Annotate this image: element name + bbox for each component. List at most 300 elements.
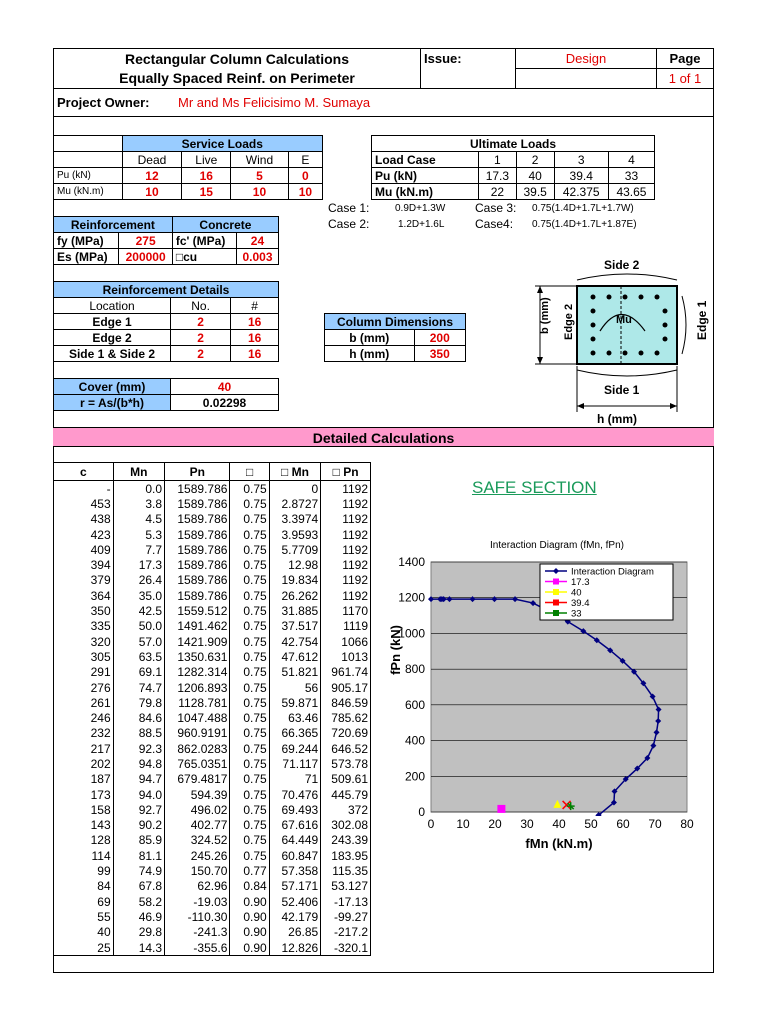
fc-label: fc' (MPa) [172, 233, 236, 249]
table-cell: 232 [54, 726, 114, 741]
table-cell: 67.616 [269, 818, 320, 833]
table-cell: 905.17 [321, 680, 371, 695]
title-line-1: Rectangular Column Calculations [124, 50, 350, 67]
table-cell: 0.75 [230, 527, 269, 542]
table-cell: -99.27 [321, 909, 371, 924]
table-cell: 0.75 [230, 848, 269, 863]
table-cell: 0.75 [230, 634, 269, 649]
table-cell: 402.77 [165, 818, 230, 833]
table-cell: 3.9593 [269, 527, 320, 542]
table-cell: 679.4817 [165, 772, 230, 787]
table-row [54, 496, 371, 511]
table-cell: 17.3 [113, 557, 164, 572]
reinforcement-details-table [53, 281, 279, 362]
table-cell: 53.127 [321, 879, 371, 894]
column-dimensions-table [324, 313, 466, 362]
bar-edge2[interactable]: 16 [231, 330, 279, 346]
table-cell: 1128.781 [165, 695, 230, 710]
table-cell: 85.9 [113, 833, 164, 848]
edge1-label: Edge 1 [695, 300, 709, 340]
pu-e[interactable]: 0 [288, 168, 322, 184]
table-cell: 74.7 [113, 680, 164, 695]
y-tick-label: 200 [404, 769, 425, 784]
legend-label: 33 [571, 608, 582, 620]
ecu-label: □cu [172, 249, 236, 265]
table-cell: 1192 [321, 542, 371, 557]
table-cell: 1192 [321, 496, 371, 511]
table-cell: 94.7 [113, 772, 164, 787]
table-row [54, 802, 371, 817]
table-cell: 846.59 [321, 695, 371, 710]
loc-edge1: Edge 1 [54, 314, 171, 330]
table-cell: 5.7709 [269, 542, 320, 557]
page-value: 1 of 1 [657, 69, 714, 89]
table-cell: 12.826 [269, 940, 320, 956]
loc-edge2: Edge 2 [54, 330, 171, 346]
safe-section-label: SAFE SECTION [472, 478, 597, 497]
table-cell: 50.0 [113, 619, 164, 634]
table-cell: 1282.314 [165, 665, 230, 680]
mu-e[interactable]: 10 [288, 184, 322, 200]
table-row [54, 818, 371, 833]
col-location: Location [54, 298, 171, 314]
calc-col-phimn: □ Mn [269, 463, 320, 481]
b-label: b (mm) [325, 330, 415, 346]
table-cell: 364 [54, 588, 114, 603]
table-cell: 305 [54, 649, 114, 664]
no-edge1[interactable]: 2 [171, 314, 231, 330]
ult-pu-label: Pu (kN) [372, 168, 479, 184]
table-cell: 335 [54, 619, 114, 634]
concrete-title: Concrete [172, 217, 278, 233]
table-cell: 0.75 [230, 512, 269, 527]
table-cell: 52.406 [269, 894, 320, 909]
table-cell: 70.476 [269, 787, 320, 802]
table-cell: 94.0 [113, 787, 164, 802]
table-cell: 765.0351 [165, 756, 230, 771]
table-cell: 0.75 [230, 557, 269, 572]
table-cell: 26.262 [269, 588, 320, 603]
table-cell: 46.9 [113, 909, 164, 924]
table-cell: 0.75 [230, 756, 269, 771]
table-cell: 0.75 [230, 481, 269, 497]
case-1: 1 [479, 152, 517, 168]
y-tick-label: 600 [404, 697, 425, 712]
table-row [54, 619, 371, 634]
table-row [54, 726, 371, 741]
case-4: 4 [608, 152, 654, 168]
x-tick-label: 30 [520, 817, 534, 831]
table-cell: 60.847 [269, 848, 320, 863]
rho-label: r = As/(b*h) [54, 395, 171, 411]
table-cell: 1047.488 [165, 710, 230, 725]
h-value[interactable]: 350 [414, 346, 466, 362]
table-cell: 0.75 [230, 649, 269, 664]
table-row [54, 909, 371, 924]
x-tick-label: 80 [680, 817, 694, 831]
table-cell: 1192 [321, 573, 371, 588]
interaction-curve-point [514, 848, 520, 854]
col-wind: Wind [231, 152, 289, 168]
table-cell: 7.7 [113, 542, 164, 557]
table-cell: 143 [54, 818, 114, 833]
side1-label: Side 1 [604, 383, 640, 397]
table-cell: 324.52 [165, 833, 230, 848]
table-cell: 25 [54, 940, 114, 956]
table-cell: 57.358 [269, 863, 320, 878]
sheet-title [54, 49, 421, 89]
x-tick-label: 40 [552, 817, 566, 831]
owner-label: Project Owner: [57, 95, 150, 110]
table-row [54, 680, 371, 695]
table-cell: 56 [269, 680, 320, 695]
table-cell: 0.75 [230, 542, 269, 557]
interaction-diagram-chart [382, 530, 708, 860]
table-cell: 1589.786 [165, 496, 230, 511]
table-cell: 128 [54, 833, 114, 848]
load-case-point [497, 805, 505, 813]
table-cell: 646.52 [321, 741, 371, 756]
table-cell: 29.8 [113, 925, 164, 940]
table-cell: 1066 [321, 634, 371, 649]
table-cell: 0.77 [230, 863, 269, 878]
calc-col-c: c [54, 463, 114, 481]
mu-dead[interactable]: 10 [122, 184, 182, 200]
legend-marker [553, 600, 559, 606]
table-cell: 12.98 [269, 557, 320, 572]
case-4-label: Case4: [475, 217, 514, 231]
table-cell: 0.75 [230, 496, 269, 511]
table-cell: 0.75 [230, 573, 269, 588]
table-cell: 26.4 [113, 573, 164, 588]
side2-label: Side 2 [604, 258, 640, 272]
table-cell: 0.0 [113, 481, 164, 497]
table-cell: 81.1 [113, 848, 164, 863]
table-row [54, 557, 371, 572]
bar-sides[interactable]: 16 [231, 346, 279, 362]
table-row [54, 833, 371, 848]
table-cell: 1589.786 [165, 542, 230, 557]
ult-mu-2: 39.5 [516, 184, 554, 200]
case-3: 3 [554, 152, 608, 168]
table-cell: 445.79 [321, 787, 371, 802]
table-cell: 0.75 [230, 818, 269, 833]
cover-label: Cover (mm) [54, 379, 171, 395]
legend-label: 39.4 [571, 598, 590, 609]
table-cell: 63.46 [269, 710, 320, 725]
ecu-value[interactable]: 0.003 [236, 249, 278, 265]
table-cell: 19.834 [269, 573, 320, 588]
x-tick-label: 20 [488, 817, 502, 831]
es-value[interactable]: 200000 [119, 249, 172, 265]
loc-sides: Side 1 & Side 2 [54, 346, 171, 362]
legend-marker [553, 610, 559, 616]
col-dead: Dead [122, 152, 182, 168]
table-cell: 243.39 [321, 833, 371, 848]
calc-col-pn: Pn [165, 463, 230, 481]
table-cell: 92.3 [113, 741, 164, 756]
ult-pu-2: 40 [516, 168, 554, 184]
edge2-label: Edge 2 [563, 303, 575, 340]
table-cell: 59.871 [269, 695, 320, 710]
h-dim-label: h (mm) [597, 412, 637, 426]
bar-edge1[interactable]: 16 [231, 314, 279, 330]
table-cell: 26.85 [269, 925, 320, 940]
table-row [54, 573, 371, 588]
reinforcement-title: Reinforcement [54, 217, 173, 233]
pu-wind[interactable]: 5 [231, 168, 289, 184]
table-cell: 64.449 [269, 833, 320, 848]
table-cell: -217.2 [321, 925, 371, 940]
table-cell: 1192 [321, 527, 371, 542]
table-cell: -355.6 [165, 940, 230, 956]
table-cell: 0.90 [230, 894, 269, 909]
table-cell: 14.3 [113, 940, 164, 956]
h-label: h (mm) [325, 346, 415, 362]
table-cell: 35.0 [113, 588, 164, 603]
page-label: Page [657, 49, 714, 69]
table-cell: 0.90 [230, 925, 269, 940]
case-4-formula: 0.75(1.4D+1.7L+1.87E) [532, 219, 637, 230]
service-loads-table [53, 135, 323, 200]
table-row [54, 588, 371, 603]
mu-label: Mu [616, 314, 632, 326]
table-cell: 0 [269, 481, 320, 497]
table-cell: 261 [54, 695, 114, 710]
table-cell: 594.39 [165, 787, 230, 802]
y-tick-label: 400 [404, 733, 425, 748]
table-cell: 173 [54, 787, 114, 802]
table-cell: 40 [54, 925, 114, 940]
owner-row [54, 89, 714, 117]
table-cell: 84.6 [113, 710, 164, 725]
table-cell: 1589.786 [165, 557, 230, 572]
y-tick-label: 1000 [398, 626, 425, 641]
table-row [54, 527, 371, 542]
table-cell: 1491.462 [165, 619, 230, 634]
legend-label: 17.3 [571, 577, 590, 588]
table-cell: 573.78 [321, 756, 371, 771]
table-cell: 92.7 [113, 802, 164, 817]
table-cell: 0.75 [230, 665, 269, 680]
table-cell: 372 [321, 802, 371, 817]
issue-value[interactable]: Design [516, 49, 657, 69]
x-axis-label: fMn (kN.m) [525, 836, 593, 851]
col-e: E [288, 152, 322, 168]
table-cell: 720.69 [321, 726, 371, 741]
calc-col-phi: □ [230, 463, 269, 481]
table-cell: 62.96 [165, 879, 230, 894]
table-cell: 90.2 [113, 818, 164, 833]
table-cell: 69 [54, 894, 114, 909]
row-label-pu: Pu (kN) [54, 168, 123, 184]
table-cell: 0.90 [230, 909, 269, 924]
table-cell: 1421.909 [165, 634, 230, 649]
table-cell: 58.2 [113, 894, 164, 909]
issue-label: Issue: [421, 49, 516, 69]
table-cell: 438 [54, 512, 114, 527]
pu-live[interactable]: 16 [182, 168, 231, 184]
table-cell: 785.62 [321, 710, 371, 725]
table-cell: 245.26 [165, 848, 230, 863]
table-cell: -110.30 [165, 909, 230, 924]
column-dims-title: Column Dimensions [325, 314, 466, 330]
pu-dead[interactable]: 12 [122, 168, 182, 184]
table-row [54, 772, 371, 787]
table-cell: 57.0 [113, 634, 164, 649]
table-cell: 202 [54, 756, 114, 771]
calc-col-mn: Mn [113, 463, 164, 481]
b-value[interactable]: 200 [414, 330, 466, 346]
table-row [54, 695, 371, 710]
table-row [54, 787, 371, 802]
fc-value[interactable]: 24 [236, 233, 278, 249]
table-row [54, 741, 371, 756]
table-cell: 69.1 [113, 665, 164, 680]
calc-col-phipn: □ Pn [321, 463, 371, 481]
table-cell: 1589.786 [165, 573, 230, 588]
table-cell: 79.8 [113, 695, 164, 710]
table-cell: -241.3 [165, 925, 230, 940]
table-cell: 394 [54, 557, 114, 572]
chart-legend [540, 564, 673, 620]
table-cell: 1192 [321, 557, 371, 572]
table-cell: 94.8 [113, 756, 164, 771]
table-row [54, 940, 371, 956]
table-cell: 0.75 [230, 695, 269, 710]
case-1-formula: 0.9D+1.3W [395, 203, 446, 214]
table-cell: 0.75 [230, 833, 269, 848]
mu-live[interactable]: 15 [182, 184, 231, 200]
table-cell: 453 [54, 496, 114, 511]
table-cell: -19.03 [165, 894, 230, 909]
chart-title: Interaction Diagram (fMn, fPn) [490, 540, 624, 551]
mu-wind[interactable]: 10 [231, 184, 289, 200]
service-loads-title: Service Loads [122, 136, 323, 152]
table-cell: 0.90 [230, 940, 269, 956]
table-cell: 0.75 [230, 741, 269, 756]
table-cell: 55 [54, 909, 114, 924]
table-cell: 3.8 [113, 496, 164, 511]
table-cell: 99 [54, 863, 114, 878]
x-tick-label: 50 [584, 817, 598, 831]
table-cell: 0.75 [230, 710, 269, 725]
table-row [54, 925, 371, 940]
ultimate-loads-title: Ultimate Loads [372, 136, 655, 152]
table-cell: 42.5 [113, 603, 164, 618]
table-row [54, 512, 371, 527]
case-2-formula: 1.2D+1.6L [398, 219, 445, 230]
table-cell: 31.885 [269, 603, 320, 618]
table-cell: 69.493 [269, 802, 320, 817]
table-cell: -17.13 [321, 894, 371, 909]
owner-value[interactable]: Mr and Ms Felicisimo M. Sumaya [178, 95, 371, 110]
table-cell: 302.08 [321, 818, 371, 833]
table-cell: 158 [54, 802, 114, 817]
table-cell: 51.821 [269, 665, 320, 680]
ult-pu-1: 17.3 [479, 168, 517, 184]
table-cell: 74.9 [113, 863, 164, 878]
table-row [54, 634, 371, 649]
table-row [54, 756, 371, 771]
table-cell: 509.61 [321, 772, 371, 787]
legend-label: 40 [571, 587, 582, 599]
x-tick-label: 0 [427, 817, 435, 831]
table-cell: 0.75 [230, 603, 269, 618]
table-cell: 37.517 [269, 619, 320, 634]
ult-pu-4: 33 [608, 168, 654, 184]
table-cell: 862.0283 [165, 741, 230, 756]
table-row [54, 603, 371, 618]
table-cell: 47.612 [269, 649, 320, 664]
table-cell: 66.365 [269, 726, 320, 741]
table-row [54, 848, 371, 863]
no-sides[interactable]: 2 [171, 346, 231, 362]
table-cell: 1589.786 [165, 512, 230, 527]
case-1-label: Case 1: [328, 201, 370, 215]
table-cell: 0.84 [230, 879, 269, 894]
table-cell: 350 [54, 603, 114, 618]
header-table [53, 48, 714, 117]
table-cell: 0.75 [230, 680, 269, 695]
ultimate-loads-table [371, 135, 655, 200]
table-row [54, 665, 371, 680]
table-cell: 0.75 [230, 802, 269, 817]
table-cell: 5.3 [113, 527, 164, 542]
table-cell: 1192 [321, 481, 371, 497]
table-cell: 71 [269, 772, 320, 787]
y-tick-label: 800 [404, 662, 425, 677]
issue-spacer [421, 69, 516, 89]
table-cell: 115.35 [321, 863, 371, 878]
table-cell: 960.9191 [165, 726, 230, 741]
table-cell: - [54, 481, 114, 497]
reinf-details-title: Reinforcement Details [54, 282, 279, 298]
row-label-mu: Mu (kN.m) [54, 184, 123, 200]
cover-value[interactable]: 40 [171, 379, 279, 395]
table-cell: 1589.786 [165, 527, 230, 542]
y-tick-label: 0 [418, 805, 425, 819]
table-cell: 0.75 [230, 772, 269, 787]
table-cell: 1192 [321, 512, 371, 527]
table-row [54, 879, 371, 894]
side1-brace [577, 370, 677, 376]
table-cell: 1350.631 [165, 649, 230, 664]
table-cell: 1119 [321, 619, 371, 634]
table-cell: 4.5 [113, 512, 164, 527]
table-row [54, 649, 371, 664]
table-row [54, 863, 371, 878]
title-line-2: Equally Spaced Reinf. on Perimeter [119, 69, 355, 86]
table-cell: 246 [54, 710, 114, 725]
table-cell: 183.95 [321, 848, 371, 863]
detailed-calculations-bar: Detailed Calculations [53, 427, 714, 447]
fy-value[interactable]: 275 [119, 233, 172, 249]
table-row [54, 894, 371, 909]
calc-body [54, 481, 371, 956]
table-cell: 84 [54, 879, 114, 894]
cover-table [53, 378, 279, 411]
no-edge2[interactable]: 2 [171, 330, 231, 346]
table-cell: 496.02 [165, 802, 230, 817]
ult-mu-3: 42.375 [554, 184, 608, 200]
table-cell: 423 [54, 527, 114, 542]
case-2: 2 [516, 152, 554, 168]
table-cell: 409 [54, 542, 114, 557]
issue-empty-cell[interactable] [516, 69, 657, 89]
table-cell: 42.754 [269, 634, 320, 649]
table-cell: 291 [54, 665, 114, 680]
